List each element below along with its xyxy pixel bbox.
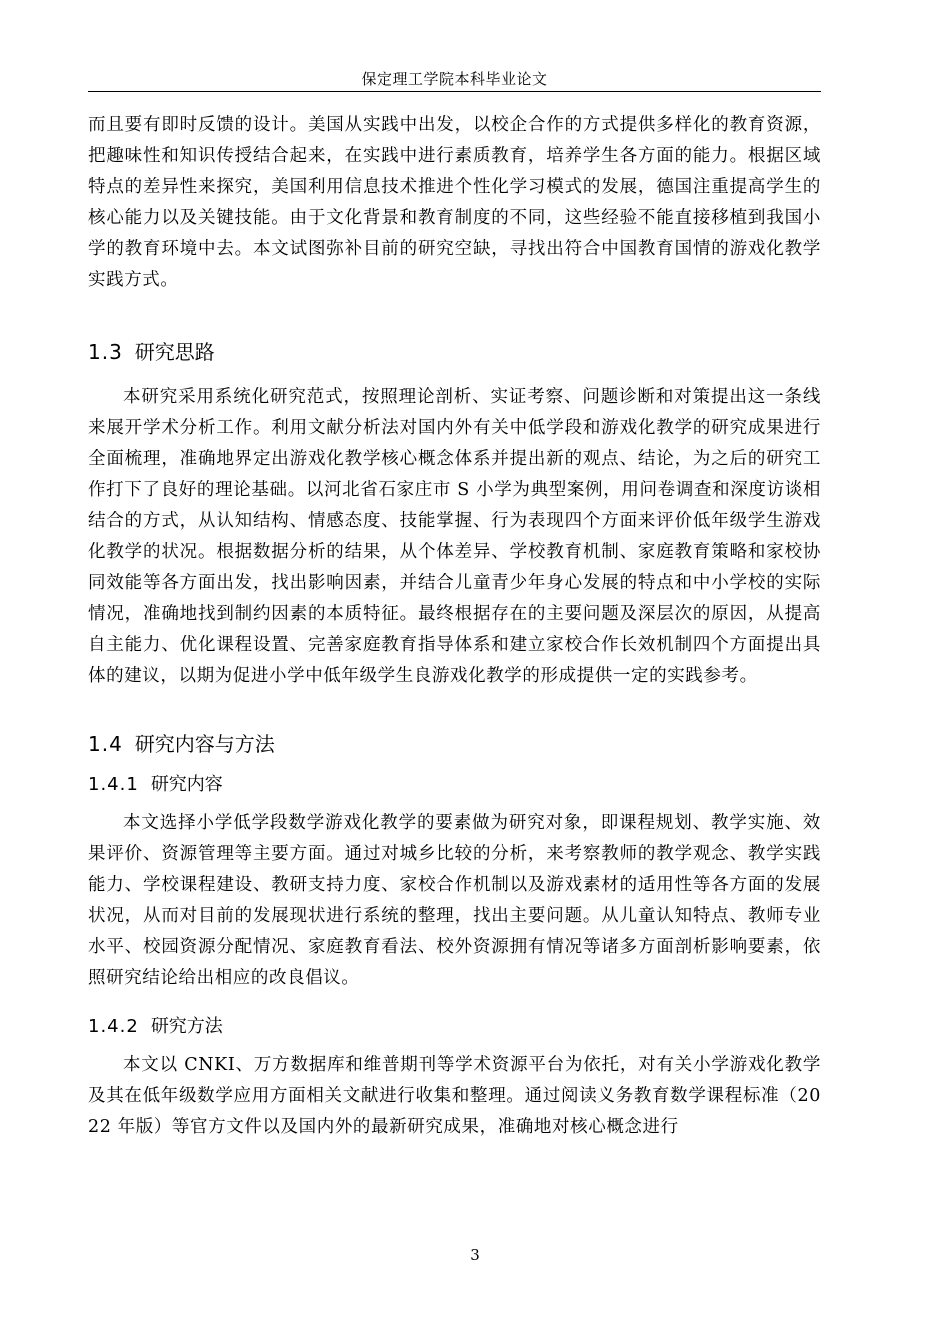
subsection-number: 1.4.2 bbox=[88, 1016, 139, 1037]
section-number: 1.4 bbox=[88, 732, 123, 756]
subsection-number: 1.4.1 bbox=[88, 774, 139, 795]
section-title: 研究思路 bbox=[134, 340, 215, 364]
section-number: 1.3 bbox=[88, 340, 123, 364]
running-header: 保定理工学院本科毕业论文 bbox=[361, 70, 548, 88]
subsection-heading-1-4-2 bbox=[88, 1014, 821, 1040]
header-divider bbox=[88, 91, 821, 92]
page-number: 3 bbox=[470, 1246, 480, 1264]
section-heading-1-3 bbox=[88, 338, 821, 366]
section-heading-1-4 bbox=[88, 730, 821, 758]
subsection-title: 研究内容 bbox=[150, 774, 223, 795]
paragraph-research-content: 本文选择小学低学段数学游戏化教学的要素做为研究对象，即课程规划、教学实施、效果评价、资源管理等主要方面。通过对城乡比较的分析，来考察教师的教学观念、教学实践能力、学校课程建设、教研支持力度、家校合作机制以及游戏素材的适用性等各方面的发展状况，从而对目前的发展现状进行系统的整理，找出主要问题。从儿童认知特点、教师专业水平、校园资源分配情况、家庭教育看法、校外资源拥有情况等诸多方面剖析影响要素，依照研究结论给出相应的改良倡议。 bbox=[88, 813, 821, 988]
paragraph-research-approach: 本研究采用系统化研究范式，按照理论剖析、实证考察、问题诊断和对策提出这一条线来展开学术分析工作。利用文献分析法对国内外有关中低学段和游戏化教学的研究成果进行全面梳理，准确地界定出游戏化教学核心概念体系并提出新的观点、结论，为之后的研究工作打下了良好的理论基础。以河北省石家庄市 S 小学为典型案例，用问卷调查和深度访谈相结合的方式，从认知结构、情感态度、技能掌握、行为表现四个方面来评价低年级学生游戏化教学的状况。根据数据分析的结果，从个体差异、学校教育机制、家庭教育策略和家校协同效能等各方面出发，找出影响因素，并结合儿童青少年身心发展的特点和中小学校的实际情况，准确地找到制约因素的本质特征。最终根据存在的主要问题及深层次的原因，从提高自主能力、优化课程设置、完善家庭教育指导体系和建立家校合作长效机制四个方面提出具体的建议，以期为促进小学中低年级学生良游戏化教学的形成提供一定的实践参考。 bbox=[88, 387, 821, 686]
subsection-title: 研究方法 bbox=[150, 1016, 223, 1037]
section-title: 研究内容与方法 bbox=[134, 732, 275, 756]
subsection-heading-1-4-1 bbox=[88, 772, 821, 798]
paragraph-research-methods: 本文以 CNKI、万方数据库和维普期刊等学术资源平台为依托，对有关小学游戏化教学及其在低年级数学应用方面相关文献进行收集和整理。通过阅读义务教育数学课程标准（2022 年版）等官方文件以及国内外的最新研究成果，准确地对核心概念进行 bbox=[88, 1055, 821, 1137]
paragraph-continuation: 而且要有即时反馈的设计。美国从实践中出发，以校企合作的方式提供多样化的教育资源，把趣味性和知识传授结合起来，在实践中进行素质教育，培养学生各方面的能力。根据区域特点的差异性来探究，美国利用信息技术推进个性化学习模式的发展，德国注重提高学生的核心能力以及关键技能。由于文化背景和教育制度的不同，这些经验不能直接移植到我国小学的教育环境中去。本文试图弥补目前的研究空缺，寻找出符合中国教育国情的游戏化教学实践方式。 bbox=[88, 115, 821, 290]
page-body bbox=[88, 110, 821, 1143]
